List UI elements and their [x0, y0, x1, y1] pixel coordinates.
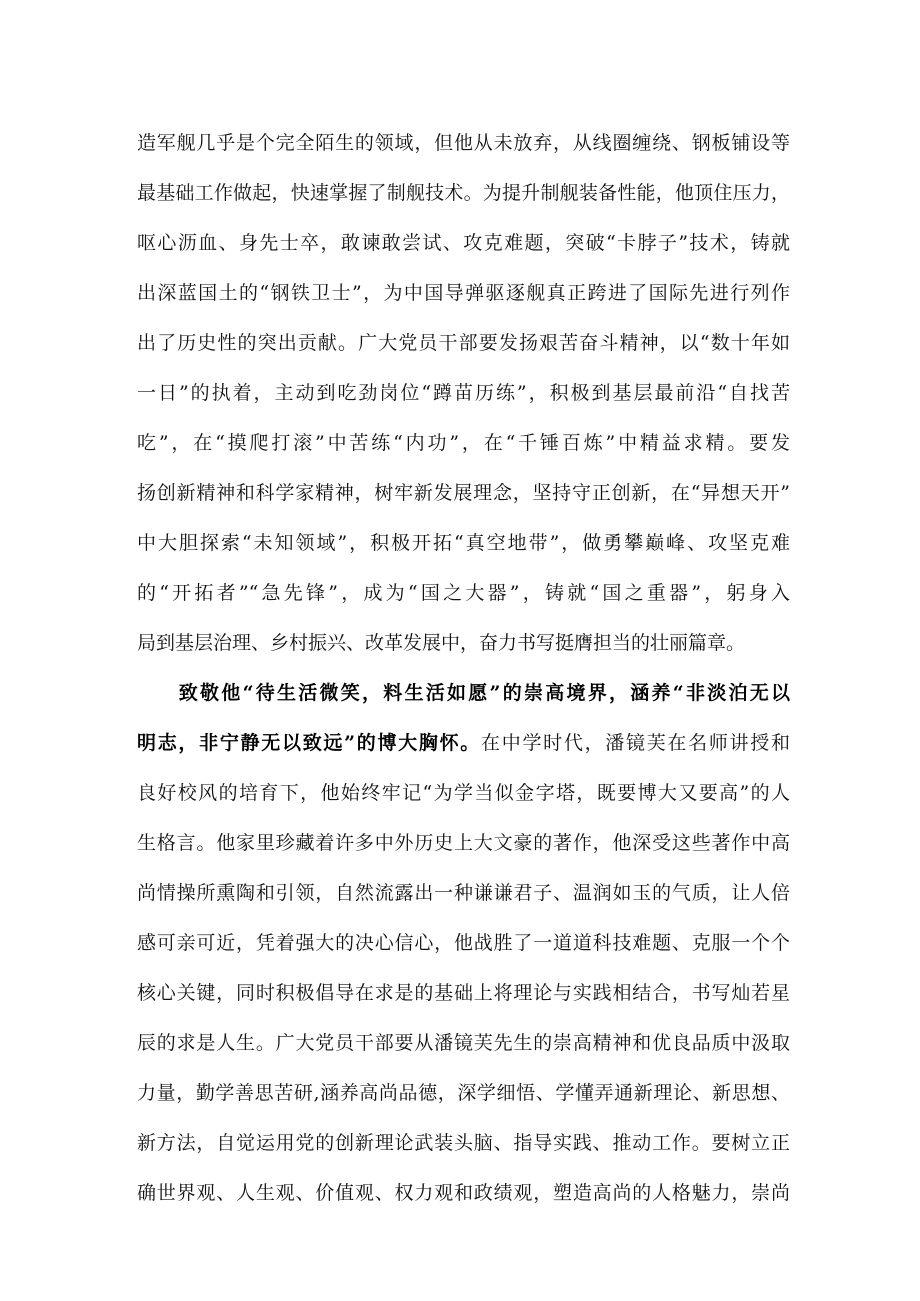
text-line: 中大胆探索“未知领域”，积极开拓“真空地带”，做勇攀巅峰、攻坚克难	[137, 532, 790, 554]
text-line: 一日”的执着，主动到吃劲岗位“蹲苗历练”，积极到基层最前沿“自找苦	[137, 382, 790, 404]
text-line: 核心关键，同时积极倡导在求是的基础上将理论与实践相结合，书写灿若星	[137, 982, 790, 1004]
text-line: 吃”，在“摸爬打滚”中苦练“内功”，在“千锤百炼”中精益求精。要发	[137, 432, 790, 454]
text-line: 最基础工作做起，快速掌握了制舰技术。为提升制舰装备性能，他顶住压力，	[137, 182, 790, 204]
text-line: 良好校风的培育下，他始终牢记“为学当似金字塔，既要博大又要高”的人	[137, 782, 790, 804]
text-line: 出深蓝国土的“钢铁卫士”，为中国导弹驱逐舰真正跨进了国际先进行列作	[137, 282, 790, 304]
text-line	[137, 718, 790, 768]
bold-heading-text: 致敬他“待生活微笑，料生活如愿”的崇高境界，涵养“非淡泊无以	[178, 682, 790, 704]
body-text: 在中学时代，潘镜芙在名师讲授和	[481, 732, 790, 754]
text-line: 出了历史性的突出贡献。广大党员干部要发扬艰苦奋斗精神，以“数十年如	[137, 332, 790, 354]
paragraph-2	[137, 668, 790, 1218]
text-line: 力量，勤学善思苦研,涵养高尚品德，深学细悟、学懂弄通新理论、新思想、	[137, 1082, 790, 1104]
text-line: 生格言。他家里珍藏着许多中外历史上大文豪的著作，他深受这些著作中高	[137, 832, 790, 854]
text-line: 造军舰几乎是个完全陌生的领域，但他从未放弃，从线圈缠绕、钢板铺设等	[137, 132, 790, 154]
text-line: 扬创新精神和科学家精神，树牢新发展理念，坚持守正创新，在“异想天开”	[137, 482, 790, 504]
text-line: 的“开拓者”“急先锋”，成为“国之大器”，铸就“国之重器”，躬身入	[137, 582, 790, 604]
text-line: 感可亲可近，凭着强大的决心信心，他战胜了一道道科技难题、克服一个个	[137, 932, 790, 954]
text-line: 确世界观、人生观、价值观、权力观和政绩观，塑造高尚的人格魅力，崇尚	[137, 1182, 790, 1204]
document-body	[137, 118, 790, 1218]
paragraph-1	[137, 118, 790, 668]
text-line	[137, 668, 790, 718]
bold-heading-text: 明志，非宁静无以致远”的博大胸怀。	[137, 732, 482, 754]
text-line: 辰的求是人生。广大党员干部要从潘镜芙先生的崇高精神和优良品质中汲取	[137, 1032, 790, 1054]
text-line: 尚情操所熏陶和引领，自然流露出一种谦谦君子、温润如玉的气质，让人倍	[137, 882, 790, 904]
text-line: 局到基层治理、乡村振兴、改革发展中，奋力书写挺膺担当的壮丽篇章。	[137, 632, 746, 654]
text-line: 新方法，自觉运用党的创新理论武装头脑、指导实践、推动工作。要树立正	[137, 1132, 790, 1154]
text-line: 呕心沥血、身先士卒，敢谏敢尝试、攻克难题，突破“卡脖子”技术，铸就	[137, 232, 790, 254]
